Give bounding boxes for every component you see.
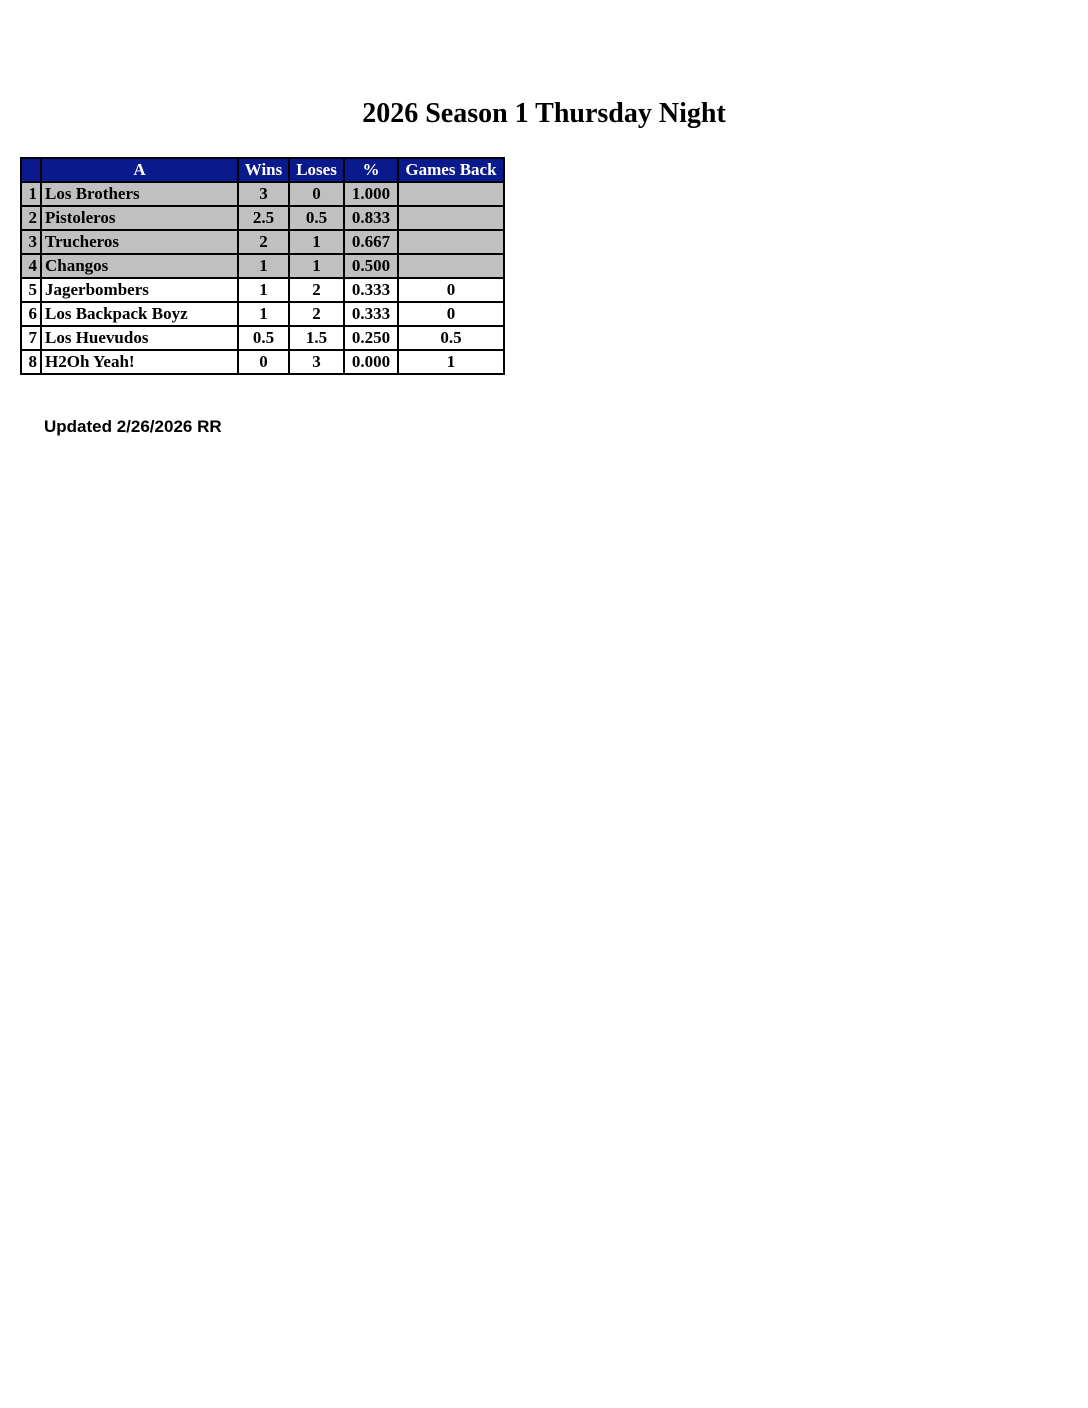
cell-loses: 3 — [289, 350, 344, 374]
cell-team: Jagerbombers — [41, 278, 238, 302]
cell-loses: 0 — [289, 182, 344, 206]
cell-team: H2Oh Yeah! — [41, 350, 238, 374]
table-header-row — [21, 158, 504, 182]
cell-rank: 6 — [21, 302, 41, 326]
cell-rank: 4 — [21, 254, 41, 278]
header-wins: Wins — [238, 158, 289, 182]
cell-team: Changos — [41, 254, 238, 278]
cell-wins: 3 — [238, 182, 289, 206]
cell-games-back: 0 — [398, 302, 504, 326]
header-rank — [21, 158, 41, 182]
page-title: 2026 Season 1 Thursday Night — [362, 98, 726, 129]
cell-rank: 8 — [21, 350, 41, 374]
cell-rank: 5 — [21, 278, 41, 302]
cell-wins: 1 — [238, 254, 289, 278]
cell-team: Los Huevudos — [41, 326, 238, 350]
updated-note: Updated 2/26/2026 RR — [44, 417, 222, 436]
cell-games-back — [398, 230, 504, 254]
cell-games-back — [398, 254, 504, 278]
cell-loses: 1 — [289, 254, 344, 278]
cell-wins: 0 — [238, 350, 289, 374]
cell-games-back: 0.5 — [398, 326, 504, 350]
table-row — [21, 350, 504, 374]
header-team: A — [41, 158, 238, 182]
table-row — [21, 302, 504, 326]
cell-games-back — [398, 206, 504, 230]
cell-pct: 1.000 — [344, 182, 398, 206]
header-games-back: Games Back — [398, 158, 504, 182]
cell-wins: 1 — [238, 278, 289, 302]
cell-team: Los Backpack Boyz — [41, 302, 238, 326]
table-row — [21, 182, 504, 206]
cell-team: Los Brothers — [41, 182, 238, 206]
header-loses: Loses — [289, 158, 344, 182]
cell-pct: 0.500 — [344, 254, 398, 278]
cell-pct: 0.333 — [344, 302, 398, 326]
table-row — [21, 206, 504, 230]
cell-rank: 7 — [21, 326, 41, 350]
header-pct: % — [344, 158, 398, 182]
cell-games-back: 0 — [398, 278, 504, 302]
cell-loses: 2 — [289, 302, 344, 326]
cell-wins: 1 — [238, 302, 289, 326]
cell-games-back: 1 — [398, 350, 504, 374]
cell-rank: 2 — [21, 206, 41, 230]
cell-team: Pistoleros — [41, 206, 238, 230]
standings-table — [20, 157, 505, 375]
table-row — [21, 230, 504, 254]
cell-pct: 0.333 — [344, 278, 398, 302]
cell-team: Trucheros — [41, 230, 238, 254]
table-row — [21, 326, 504, 350]
cell-loses: 1.5 — [289, 326, 344, 350]
cell-pct: 0.000 — [344, 350, 398, 374]
cell-rank: 1 — [21, 182, 41, 206]
cell-pct: 0.250 — [344, 326, 398, 350]
cell-loses: 0.5 — [289, 206, 344, 230]
cell-loses: 2 — [289, 278, 344, 302]
cell-games-back — [398, 182, 504, 206]
cell-rank: 3 — [21, 230, 41, 254]
cell-wins: 0.5 — [238, 326, 289, 350]
cell-pct: 0.833 — [344, 206, 398, 230]
cell-pct: 0.667 — [344, 230, 398, 254]
cell-loses: 1 — [289, 230, 344, 254]
cell-wins: 2 — [238, 230, 289, 254]
table-row — [21, 278, 504, 302]
cell-wins: 2.5 — [238, 206, 289, 230]
table-row — [21, 254, 504, 278]
